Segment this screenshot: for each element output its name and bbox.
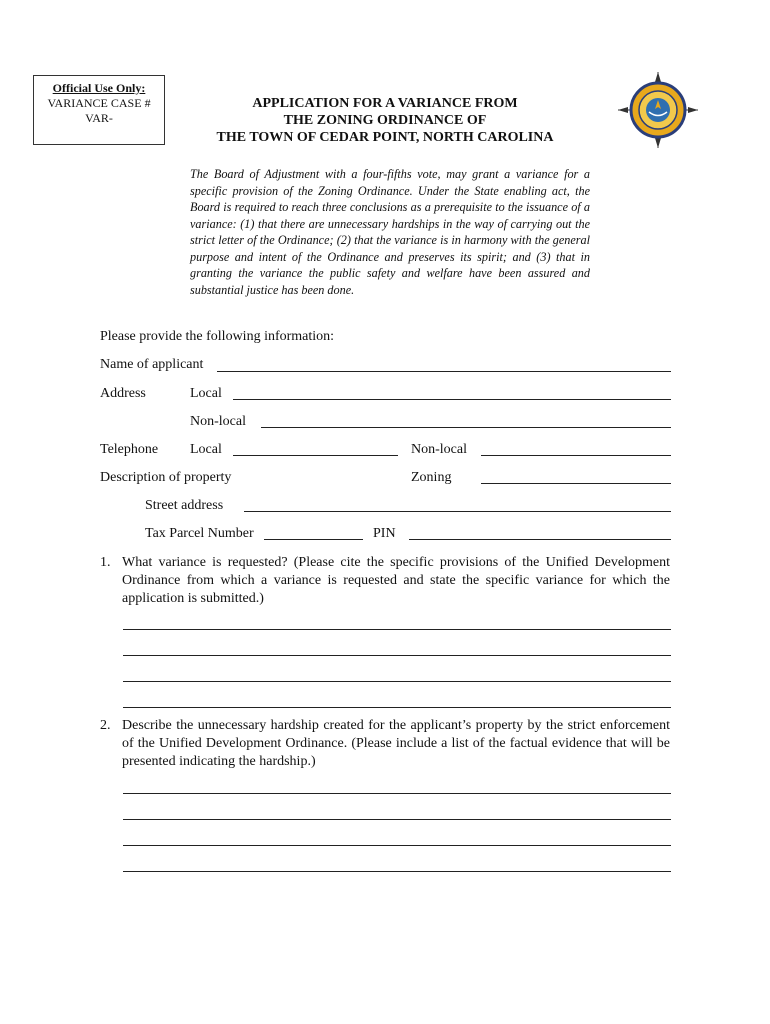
title-line-1: APPLICATION FOR A VARIANCE FROM xyxy=(252,96,518,111)
question-1-number: 1. xyxy=(100,555,111,570)
telephone-local-field[interactable] xyxy=(233,455,398,456)
address-local-label: Local xyxy=(190,386,222,401)
official-use-box xyxy=(33,75,165,145)
telephone-local-label: Local xyxy=(190,442,222,457)
question-1 xyxy=(100,554,670,608)
variance-case-label: VARIANCE CASE # xyxy=(47,96,151,110)
question-2 xyxy=(100,717,670,771)
answer-1-line-4[interactable] xyxy=(123,707,671,708)
address-nonlocal-field[interactable] xyxy=(261,427,671,428)
document-title xyxy=(185,95,585,146)
description-label: Description of property xyxy=(100,470,232,485)
tax-parcel-field[interactable] xyxy=(264,539,363,540)
zoning-label: Zoning xyxy=(411,470,452,485)
name-of-applicant-field[interactable] xyxy=(217,371,671,372)
zoning-field[interactable] xyxy=(481,483,671,484)
answer-2-line-4[interactable] xyxy=(123,871,671,872)
street-address-label: Street address xyxy=(145,498,224,513)
question-2-text: Describe the unnecessary hardship created for the applicant’s property by the strict enforcement of the Unified Development Ordinance. (Please include a list of the factual evidence that will be presented indicating the hardship.) xyxy=(122,718,670,769)
address-nonlocal-label: Non-local xyxy=(190,414,246,429)
telephone-nonlocal-label: Non-local xyxy=(411,442,467,457)
title-line-2: THE ZONING ORDINANCE OF xyxy=(283,113,487,128)
address-label: Address xyxy=(100,386,146,401)
name-label: Name of applicant xyxy=(100,357,204,372)
answer-2-line-1[interactable] xyxy=(123,793,671,794)
answer-2-line-3[interactable] xyxy=(123,845,671,846)
title-line-3: THE TOWN OF CEDAR POINT, NORTH CAROLINA xyxy=(216,130,554,145)
answer-1-line-3[interactable] xyxy=(123,681,671,682)
var-label: VAR- xyxy=(85,111,113,125)
pin-field[interactable] xyxy=(409,539,671,540)
intro-paragraph: The Board of Adjustment with a four-fifths vote, may grant a variance for a specific provision of the Zoning Ordinance. Under the State enabling act, the Board is required to reach three conclusions as a prerequisite to the issuance of a variance: (1) that there are unnecessary hardships in the way of carrying out the strict letter of the Ordinance; (2) that the variance is in harmony with the general purpose and intent of the Ordinance and preserves its spirit; and (3) that in granting the variance the public safety and welfare have been assured and substantial justice has been done. xyxy=(190,167,590,297)
answer-1-line-2[interactable] xyxy=(123,655,671,656)
answer-1-line-1[interactable] xyxy=(123,629,671,630)
street-address-field[interactable] xyxy=(244,511,671,512)
question-1-text: What variance is requested? (Please cite the specific provisions of the Unified Development Ordinance from which a variance is requested and state the specific variance for which the application is submitted.) xyxy=(122,555,670,606)
telephone-label: Telephone xyxy=(100,442,159,457)
official-use-heading: Official Use Only: xyxy=(52,81,146,95)
tax-parcel-label: Tax Parcel Number xyxy=(145,526,254,541)
address-local-field[interactable] xyxy=(233,399,671,400)
form-prompt: Please provide the following information: xyxy=(100,329,335,344)
town-seal-compass-icon xyxy=(618,72,698,148)
pin-label: PIN xyxy=(373,526,396,541)
question-2-number: 2. xyxy=(100,718,111,733)
telephone-nonlocal-field[interactable] xyxy=(481,455,671,456)
answer-2-line-2[interactable] xyxy=(123,819,671,820)
